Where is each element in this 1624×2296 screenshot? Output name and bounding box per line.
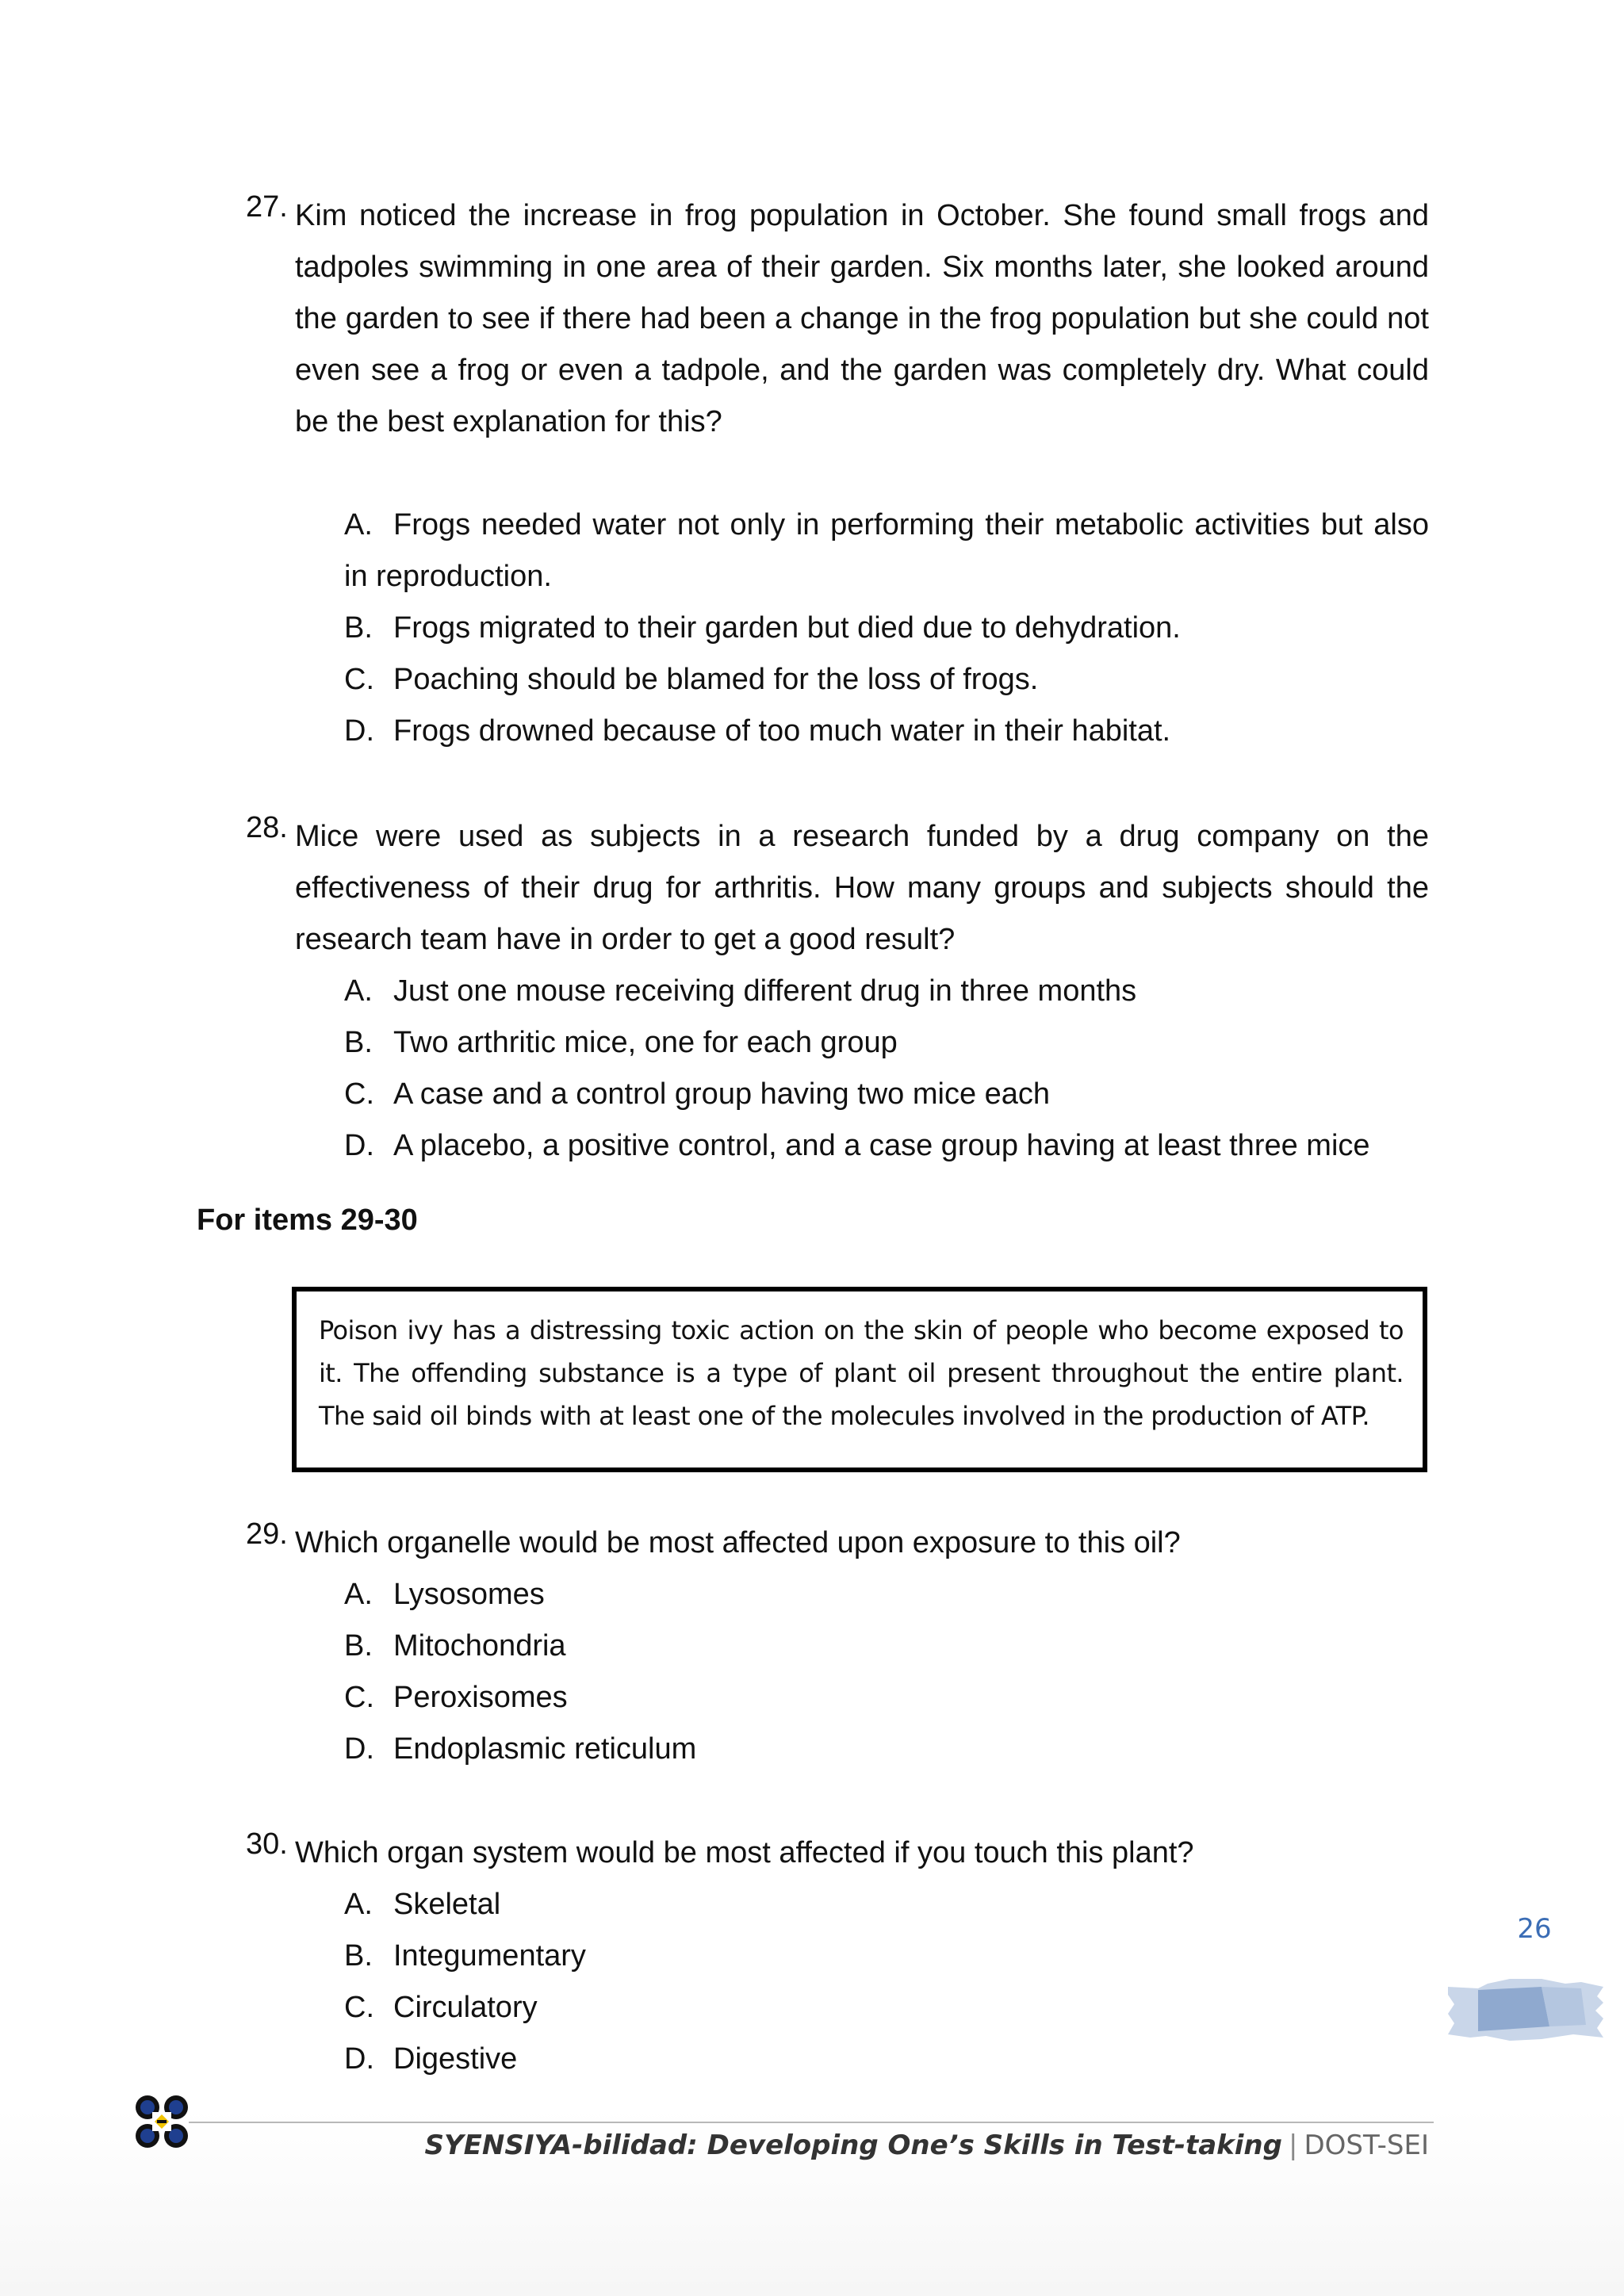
- option-text: Lysosomes: [393, 1578, 545, 1611]
- option-letter: A.: [344, 1578, 373, 1611]
- option-d: [344, 1724, 1429, 1775]
- option-letter: B.: [344, 1629, 373, 1663]
- option-c: [344, 654, 1429, 706]
- option-text: Mitochondria: [393, 1629, 566, 1663]
- option-text: Poaching should be blamed for the loss of frogs.: [393, 663, 1039, 696]
- option-d: [344, 706, 1429, 757]
- option-letter: C.: [344, 1681, 374, 1714]
- option-text: Frogs migrated to their garden but died due to dehydration.: [393, 611, 1181, 645]
- option-letter: A.: [344, 1888, 373, 1921]
- footer-title: SYENSIYA-bilidad: Developing One’s Skills in Test-taking: [424, 2130, 1282, 2161]
- dost-logo-icon: [133, 2093, 190, 2150]
- question-number: 29.: [246, 1517, 288, 1551]
- option-c: [344, 1982, 1429, 2034]
- option-letter: C.: [344, 663, 374, 696]
- option-text: Two arthritic mice, one for each group: [393, 1026, 898, 1059]
- option-letter: B.: [344, 1939, 373, 1973]
- question-29: [246, 1517, 1429, 1775]
- question-number: 28.: [246, 811, 288, 844]
- section-heading: For items 29-30: [197, 1203, 418, 1237]
- option-a: [344, 1569, 1429, 1621]
- option-a: [344, 499, 1429, 603]
- option-letter: C.: [344, 1077, 374, 1111]
- option-a: [344, 1879, 1429, 1931]
- option-b: [344, 1931, 1429, 1982]
- option-text: A case and a control group having two mice each: [393, 1077, 1051, 1111]
- option-letter: B.: [344, 1026, 373, 1059]
- footer-text: [425, 2130, 1429, 2161]
- footer-separator: |: [1288, 2130, 1298, 2161]
- option-letter: B.: [344, 611, 373, 645]
- question-28: [246, 811, 1429, 1172]
- option-text: Endoplasmic reticulum: [393, 1732, 697, 1766]
- option-text: Frogs drowned because of too much water in their habitat.: [393, 714, 1171, 748]
- option-letter: A.: [344, 508, 373, 541]
- option-c: [344, 1672, 1429, 1724]
- option-list: [344, 499, 1429, 757]
- question-stem: Mice were used as subjects in a research funded by a drug company on the effectiveness of their drug for arthritis. How many groups and subjects should the research team have in order to get a good result?: [295, 820, 1429, 956]
- question-27: [246, 190, 1429, 757]
- option-text: Integumentary: [393, 1939, 586, 1973]
- page-tab-decoration-icon: [1446, 1979, 1605, 2041]
- option-letter: D.: [344, 1129, 374, 1162]
- question-stem: Kim noticed the increase in frog population in October. She found small frogs and tadpoles swimming in one area of their garden. Six months later, she looked around the garden to see if there had been a change in the frog population but she could not even see a frog or even a tadpole, and the garden was completely dry. What could be the best explanation for this?: [295, 199, 1429, 438]
- option-text: Just one mouse receiving different drug in three months: [393, 974, 1137, 1008]
- option-letter: C.: [344, 1991, 374, 2024]
- option-a: [344, 966, 1429, 1017]
- option-b: [344, 603, 1429, 654]
- question-number: 27.: [246, 190, 288, 224]
- option-text: Digestive: [393, 2042, 518, 2076]
- option-letter: D.: [344, 2042, 374, 2076]
- option-text: Circulatory: [393, 1991, 538, 2024]
- option-text: Skeletal: [393, 1888, 501, 1921]
- question-number: 30.: [246, 1827, 288, 1861]
- option-list: [344, 1569, 1429, 1775]
- option-b: [344, 1017, 1429, 1069]
- option-letter: D.: [344, 714, 374, 748]
- footer-org: DOST-SEI: [1304, 2130, 1429, 2161]
- option-text: A placebo, a positive control, and a case group having at least three mice: [393, 1129, 1370, 1162]
- page-number: 26: [1517, 1913, 1552, 1945]
- passage-text: Poison ivy has a distressing toxic action on the skin of people who become exposed to it. The offending substance is a type of plant oil present throughout the entire plant. The said oil binds with at least one of the molecules involved in the production of ATP.: [319, 1315, 1404, 1431]
- option-letter: A.: [344, 974, 373, 1008]
- option-d: [344, 2034, 1429, 2085]
- option-d: [344, 1120, 1429, 1172]
- option-text: Peroxisomes: [393, 1681, 568, 1714]
- option-list: [344, 966, 1429, 1172]
- option-list: [344, 1879, 1429, 2085]
- option-b: [344, 1621, 1429, 1672]
- footer-rule: [189, 2122, 1434, 2123]
- question-stem: Which organelle would be most affected upon exposure to this oil?: [295, 1526, 1181, 1559]
- question-stem: Which organ system would be most affected if you touch this plant?: [295, 1836, 1194, 1869]
- option-text: Frogs needed water not only in performing their metabolic activities but also in reproduction.: [344, 508, 1429, 593]
- option-letter: D.: [344, 1732, 374, 1766]
- question-30: [246, 1827, 1429, 2085]
- passage-box: [292, 1287, 1427, 1472]
- option-c: [344, 1069, 1429, 1120]
